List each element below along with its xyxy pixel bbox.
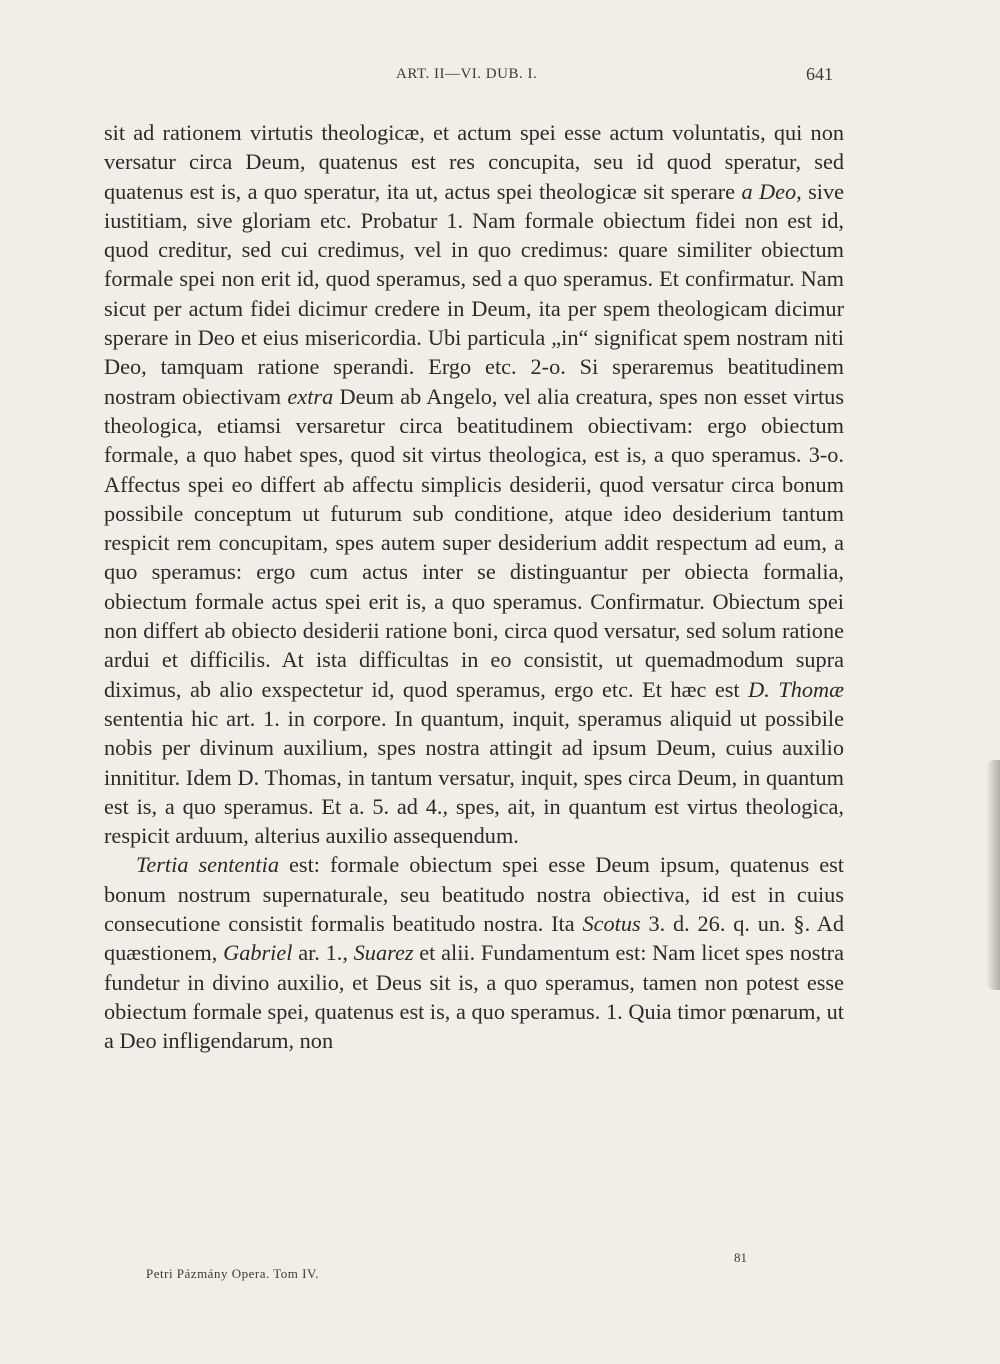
italic-run: a Deo,	[741, 178, 802, 204]
body-text	[104, 118, 844, 1056]
italic-run: Gabriel	[223, 940, 293, 966]
italic-run: D. Thomæ	[748, 676, 844, 702]
text-run: et alii. Fundamentum est: Nam licet spes nostra fundetur in divino auxilio, et Deus sit is, a quo speramus, tamen non potest esse obiectum formale spei, quatenus est is, a quo speramus. 1. Quia timor pœnarum, ut a Deo infligendarum, non	[104, 940, 844, 1054]
page-number: 641	[806, 64, 833, 84]
italic-run: extra	[287, 383, 334, 409]
page-edge-shadow	[986, 760, 1000, 990]
text-run: Deum ab Angelo, vel alia creatura, spes non esset virtus theologica, etiamsi versaretur circa beatitudinem obiectivam: ergo obiectum formale, a quo habet spes, quod sit virtus theologica, est is, a quo speramus. 3-o. Affectus spei eo differt ab affectu simplicis desiderii, quod versatur circa bonum possibile conceptum ut futurum sub conditione, atque ideo desiderium tantum respicit rem concupitam, spes autem super desiderium addit respectum ad eum, a quo speramus: ergo cum actus inter se distinguantur per obiecta formalia, obiectum formale actus spei erit is, a quo speramus. Confirmatur. Obiectum spei non differt ab obiecto desiderii ratione boni, circa quod versatur, sed solum ratione ardui et difficilis. At ista difficultas in eo consistit, ut quemadmodum supra diximus, ab alio exspectetur id, quod speramus, ergo etc. Et hæc est	[104, 383, 845, 702]
text-run: sententia hic art. 1. in corpore. In quantum, inquit, speramus aliquid ut possibile nobis per divinum auxilium, spes nostra attingit ad ipsum Deum, cuius auxilio innititur. Idem D. Thomas, in tantum versatur, inquit, spes circa Deum, in quantum est is, a quo speramus. Et a. 5. ad 4., spes, ait, in quantum est virtus theologica, respicit arduum, alterius auxilio assequendum.	[104, 705, 844, 849]
italic-run: Suarez	[353, 940, 414, 966]
text-run: sit ad rationem virtutis theologicæ, et actum spei esse actum voluntatis, qui non versatur circa Deum, quatenus est res concupita, seu id quod speratur, sed quatenus est is, a quo speratur, ita ut, actus spei theologicæ sit sperare	[104, 120, 844, 204]
signature-mark: 81	[734, 1250, 747, 1265]
paragraph-2	[104, 850, 844, 1055]
text-run: ar. 1.,	[292, 940, 354, 966]
italic-run: Scotus	[582, 911, 641, 937]
italic-run: Tertia sententia	[136, 852, 279, 878]
text-run: est: formale obiectum spei esse Deum ipsum, quatenus est bonum nostrum supernaturale, seu beatitudo nostra obiectiva, id est in cuius consecutione consistit formalis beatitudo nostra. Ita	[104, 852, 844, 937]
running-head: ART. II—VI. DUB. I.	[396, 66, 538, 82]
text-run: sive iustitiam, sive gloriam etc. Probatur 1. Nam formale obiectum fidei non est id, quod creditur, sed cui credimus, vel in quo credimus: quare similiter obiectum formale spei non erit id, quod speramus, sed a quo speramus. Et confirmatur. Nam sicut per actum fidei dicimur credere in Deum, ita per spem theologicam dicimur sperare in Deo et eius misericordia. Ubi particula „in“ significat spem nostram niti Deo, tamquam ratione sperandi. Ergo etc. 2-o. Si speraremus beatitudinem nostram obiectivam	[104, 178, 844, 409]
text-run: 3. d. 26. q. un. §. Ad quæstionem,	[104, 911, 844, 966]
paragraph-1	[104, 118, 844, 850]
footer-imprint: Petri Pázmány Opera. Tom IV.	[146, 1266, 319, 1281]
